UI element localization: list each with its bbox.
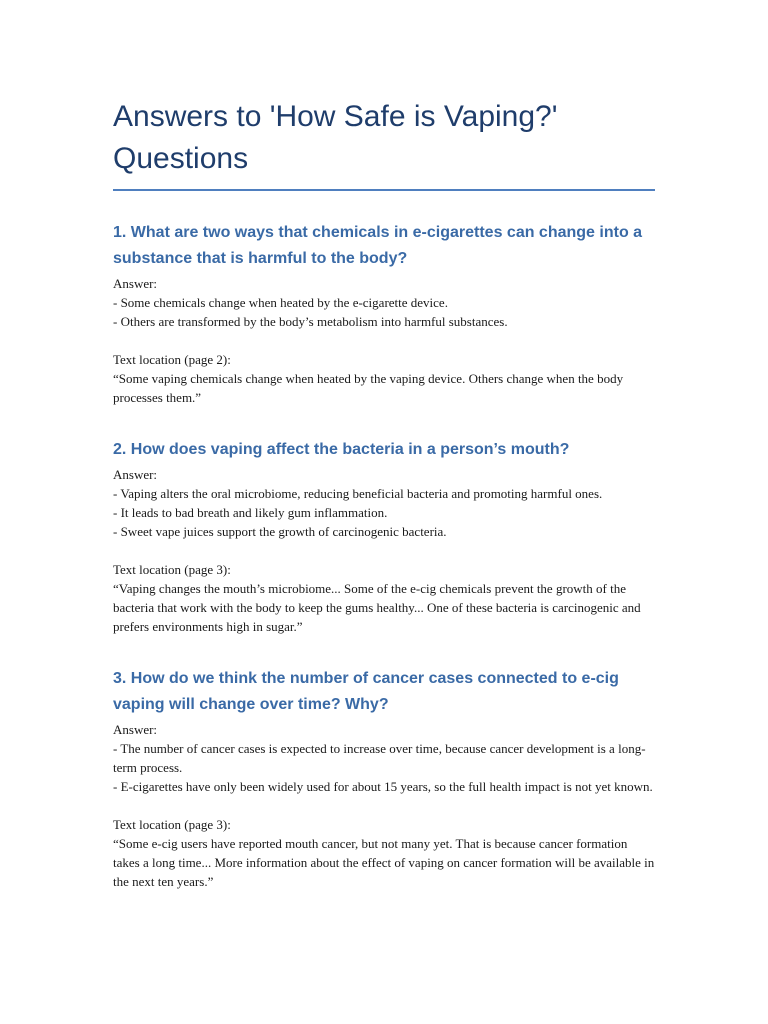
answer-label: Answer: [113,722,158,737]
question-heading: 1. What are two ways that chemicals in e-cigarettes can change into a substance that is harmful to the body? [113,224,643,267]
answer-label: Answer: [113,467,158,482]
page-title: Answers to 'How Safe is Vaping?' Questions [113,100,558,175]
text-location-label: Text location (page 3): [113,562,231,577]
document-page [113,96,655,891]
answer-block [113,465,655,541]
answer-line: - Vaping alters the oral microbiome, reducing beneficial bacteria and promoting harmful ones. [113,486,603,501]
answer-line: - Others are transformed by the body’s metabolism into harmful substances. [113,314,508,329]
text-quote: “Some e-cig users have reported mouth cancer, but not many yet. That is because cancer formation takes a long time... More information about the effect of vaping on cancer formation will be available in the next ten years.” [113,836,655,889]
text-location-label: Text location (page 2): [113,352,231,367]
answer-line: - Sweet vape juices support the growth of carcinogenic bacteria. [113,524,447,539]
text-location-block [113,815,655,891]
qa-section-3 [113,666,655,891]
answer-block [113,720,655,796]
text-quote: “Some vaping chemicals change when heated by the vaping device. Others change when the body processes them.” [113,371,624,405]
answer-block [113,274,655,331]
qa-section-2 [113,437,655,636]
question-heading: 3. How do we think the number of cancer cases connected to e-cig vaping will change over time? Why? [113,670,619,713]
text-location-block [113,560,655,636]
question-heading: 2. How does vaping affect the bacteria in a person’s mouth? [113,441,570,458]
answer-line: - It leads to bad breath and likely gum inflammation. [113,505,388,520]
title-divider [113,189,655,191]
answer-label: Answer: [113,276,158,291]
answer-line: - E-cigarettes have only been widely used for about 15 years, so the full health impact is not yet known. [113,779,653,794]
text-quote: “Vaping changes the mouth’s microbiome... Some of the e-cig chemicals prevent the growth of the bacteria that work with the body to keep the gums healthy... One of these bacteria is carcinogenic and prefers environments high in sugar.” [113,581,641,634]
text-location-label: Text location (page 3): [113,817,231,832]
qa-section-1 [113,220,655,407]
answer-line: - Some chemicals change when heated by the e-cigarette device. [113,295,448,310]
text-location-block [113,350,655,407]
answer-line: - The number of cancer cases is expected to increase over time, because cancer development is a long-term process. [113,741,646,775]
